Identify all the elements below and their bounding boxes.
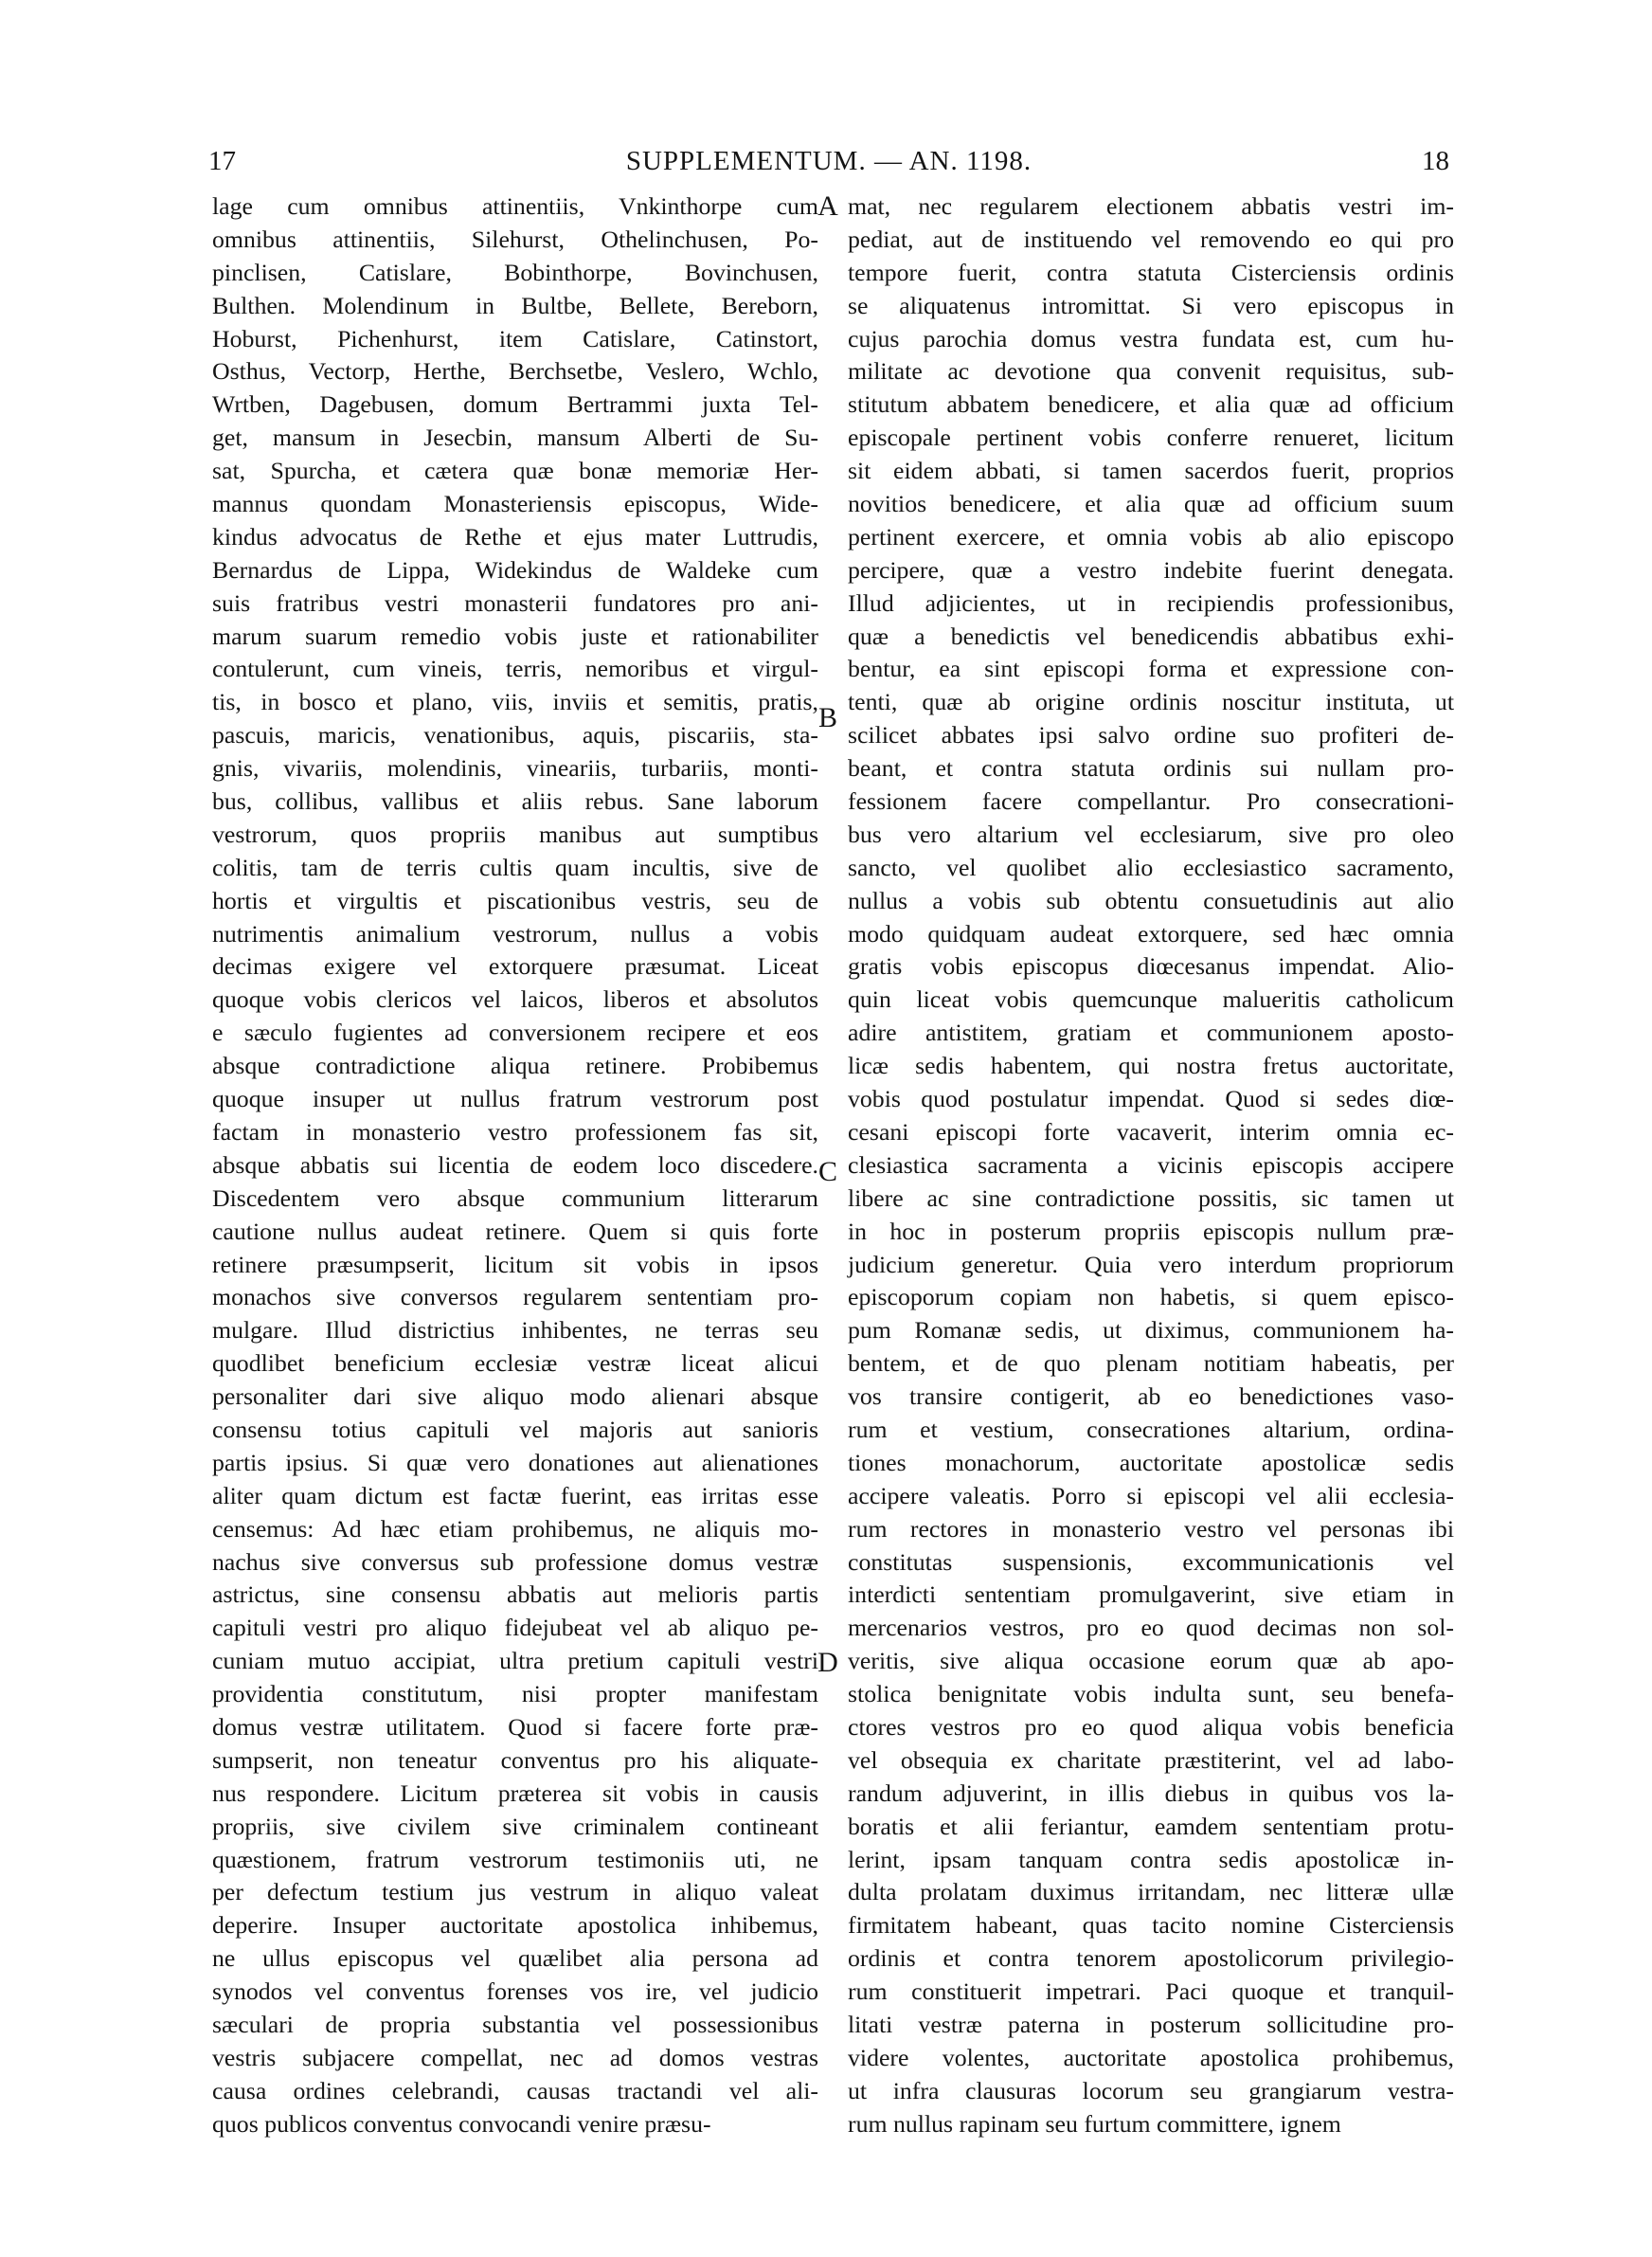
right-column-line: episcoporum copiam non habetis, si quem episco- <box>848 1283 1454 1311</box>
right-column-line: modo quidquam audeat extorquere, sed hæc omnia <box>848 919 1454 948</box>
left-column-line: personaliter dari sive aliquo modo alienari absque <box>212 1382 818 1411</box>
left-column-line: providentia constitutum, nisi propter manifestam <box>212 1680 818 1708</box>
right-column-line: militate ac devotione qua convenit requisitus, sub- <box>848 357 1454 386</box>
left-column-line: vestrorum, quos propriis manibus aut sumptibus <box>212 820 818 848</box>
page-number-right: 18 <box>1422 146 1449 176</box>
left-column-line: Hoburst, Pichenhurst, item Catislare, Catinstort, <box>212 324 818 352</box>
left-column-line: quodlibet beneficium ecclesiæ vestræ liceat alicui <box>212 1349 818 1378</box>
right-column-line: bentem, et de quo plenam notitiam habeatis, per <box>848 1349 1454 1378</box>
right-column-line: constitutas suspensionis, excommunicationis vel <box>848 1547 1454 1576</box>
left-column-line: Bulthen. Molendinum in Bultbe, Bellete, Bereborn, <box>212 291 818 319</box>
left-column-line: e sæculo fugientes ad conversionem recipere et eos <box>212 1019 818 1047</box>
left-column-line: cuniam mutuo accipiat, ultra pretium capituli vestri <box>212 1647 818 1675</box>
left-column-line: monachos sive conversos regularem sententiam pro- <box>212 1283 818 1311</box>
page-number-left: 17 <box>208 146 236 176</box>
right-column-line: mat, nec regularem electionem abbatis vestri im- <box>848 192 1454 220</box>
left-column-line: quoque vobis clericos vel laicos, liberos et absolutos <box>212 985 818 1014</box>
left-column-line: omnibus attinentiis, Silehurst, Othelinchusen, Po- <box>212 225 818 253</box>
left-column-line: decimas exigere vel extorquere præsumat. Liceat <box>212 952 818 981</box>
right-column-line: accipere valeatis. Porro si episcopi vel alii ecclesia- <box>848 1481 1454 1509</box>
left-column-line: Wrtben, Dagebusen, domum Bertrammi juxta Tel- <box>212 390 818 419</box>
left-column-line: sæculari de propria substantia vel possessionibus <box>212 2010 818 2038</box>
left-column-line: suis fratribus vestri monasterii fundatores pro ani- <box>212 588 818 617</box>
margin-letter-d: D <box>817 1647 838 1678</box>
right-column-line: veritis, sive aliqua occasione eorum quæ ab apo- <box>848 1647 1454 1675</box>
right-column-line: rum et vestium, consecrationes altarium, ordina- <box>848 1415 1454 1443</box>
left-column-line: pinclisen, Catislare, Bobinthorpe, Bovinchusen, <box>212 258 818 286</box>
right-column-line: stitutum abbatem benedicere, et alia quæ ad officium <box>848 390 1454 419</box>
right-text-column <box>848 190 1454 2138</box>
right-column-line: bentur, ea sint episcopi forma et expressione con- <box>848 655 1454 683</box>
left-column-line: bus, collibus, vallibus et aliis rebus. Sane laborum <box>212 787 818 816</box>
left-column-line: vestris subjacere compellat, nec ad domos vestras <box>212 2043 818 2071</box>
left-column-line: factam in monasterio vestro professionem fas sit, <box>212 1117 818 1146</box>
left-column-line: hortis et virgultis et piscationibus vestris, seu de <box>212 886 818 914</box>
left-column-line: consensu totius capituli vel majoris aut sanioris <box>212 1415 818 1443</box>
right-column-line: dulta prolatam duximus irritandam, nec litteræ ullæ <box>848 1878 1454 1906</box>
left-column-line: cautione nullus audeat retinere. Quem si quis forte <box>212 1217 818 1245</box>
left-column-line: Osthus, Vectorp, Herthe, Berchsetbe, Veslero, Wchlo, <box>212 357 818 386</box>
left-column-line: propriis, sive civilem sive criminalem contineant <box>212 1812 818 1840</box>
right-column-line: libere ac sine contradictione possitis, sic tamen ut <box>848 1183 1454 1212</box>
left-column-line: synodos vel conventus forenses vos ire, vel judicio <box>212 1977 818 2006</box>
right-column-line: videre volentes, auctoritate apostolica prohibemus, <box>848 2043 1454 2071</box>
left-column-line: lage cum omnibus attinentiis, Vnkinthorpe cum <box>212 192 818 220</box>
margin-letter-a: A <box>817 190 838 222</box>
left-column-line: absque abbatis sui licentia de eodem loco discedere. <box>212 1150 818 1179</box>
right-column-line: stolica benignitate vobis indulta sunt, seu benefa- <box>848 1680 1454 1708</box>
left-column-line: quos publicos conventus convocandi venire præsu- <box>212 2109 711 2138</box>
right-column-line: litati vestræ paterna in posterum sollicitudine pro- <box>848 2010 1454 2038</box>
left-column-line: tis, in bosco et plano, viis, inviis et semitis, pratis, <box>212 688 818 716</box>
right-column-line: licæ sedis habentem, qui nostra fretus auctoritate, <box>848 1052 1454 1080</box>
right-column-line: cesani episcopi forte vacaverit, interim omnia ec- <box>848 1117 1454 1146</box>
right-column-line: vel obsequia ex charitate præstiterint, vel ad labo- <box>848 1745 1454 1774</box>
right-column-line: percipere, quæ a vestro indebite fuerint denegata. <box>848 555 1454 584</box>
right-column-line: ut infra clausuras locorum seu grangiarum vestra- <box>848 2076 1454 2104</box>
right-column-line: tiones monachorum, auctoritate apostolicæ sedis <box>848 1448 1454 1476</box>
right-column-line: novitios benedicere, et alia quæ ad officium suum <box>848 490 1454 518</box>
right-column-line: sancto, vel quolibet alio ecclesiastico sacramento, <box>848 853 1454 881</box>
left-column-line: absque contradictione aliqua retinere. Probibemus <box>212 1052 818 1080</box>
left-column-line: quoque insuper ut nullus fratrum vestrorum post <box>212 1085 818 1113</box>
left-column-line: sumpserit, non teneatur conventus pro his aliquate- <box>212 1745 818 1774</box>
margin-letter-b: B <box>817 702 837 733</box>
right-column-line: randum adjuverint, in illis diebus in quibus vos la- <box>848 1779 1454 1807</box>
left-column-line: censemus: Ad hæc etiam prohibemus, ne aliquis mo- <box>212 1514 818 1543</box>
left-column-line: quæstionem, fratrum vestrorum testimoniis uti, ne <box>212 1845 818 1873</box>
left-column-line: per defectum testium jus vestrum in aliquo valeat <box>212 1878 818 1906</box>
right-column-line: cujus parochia domus vestra fundata est, cum hu- <box>848 324 1454 352</box>
right-column-line: pertinent exercere, et omnia vobis ab alio episcopo <box>848 522 1454 551</box>
left-column-line: colitis, tam de terris cultis quam incultis, sive de <box>212 853 818 881</box>
left-column-line: mulgare. Illud districtius inhibentes, ne terras seu <box>212 1316 818 1345</box>
left-column-line: nus respondere. Licitum præterea sit vobis in causis <box>212 1779 818 1807</box>
left-column-line: kindus advocatus de Rethe et ejus mater Luttrudis, <box>212 522 818 551</box>
left-column-line: retinere præsumpserit, licitum sit vobis in ipsos <box>212 1250 818 1278</box>
left-column-line: partis ipsius. Si quæ vero donationes aut alienationes <box>212 1448 818 1476</box>
running-title: SUPPLEMENTUM. — AN. 1198. <box>625 146 1032 176</box>
right-column-line: tempore fuerit, contra statuta Cisterciensis ordinis <box>848 258 1454 286</box>
left-column-line: marum suarum remedio vobis juste et rationabiliter <box>212 622 818 650</box>
left-column-line: causa ordines celebrandi, causas tractandi vel ali- <box>212 2076 818 2104</box>
left-column-line: mannus quondam Monasteriensis episcopus, Wide- <box>212 490 818 518</box>
right-column-line: nullus a vobis sub obtentu consuetudinis aut alio <box>848 886 1454 914</box>
right-column-line: gratis vobis episcopus diœcesanus impendat. Alio- <box>848 952 1454 981</box>
right-column-line: episcopale pertinent vobis conferre renueret, licitum <box>848 424 1454 452</box>
right-column-line: pum Romanæ sedis, ut diximus, communionem ha- <box>848 1316 1454 1345</box>
right-column-line: bus vero altarium vel ecclesiarum, sive pro oleo <box>848 820 1454 848</box>
left-column-line: nutrimentis animalium vestrorum, nullus a vobis <box>212 919 818 948</box>
right-column-line: rum nullus rapinam seu furtum committere, ignem <box>848 2109 1341 2138</box>
left-text-column <box>212 190 818 2138</box>
right-column-line: quin liceat vobis quemcunque malueritis catholicum <box>848 985 1454 1014</box>
right-column-line: lerint, ipsam tanquam contra sedis apostolicæ in- <box>848 1845 1454 1873</box>
margin-letter-c: C <box>817 1156 837 1187</box>
left-column-line: sat, Spurcha, et cætera quæ bonæ memoriæ Her- <box>212 457 818 485</box>
right-column-line: Illud adjicientes, ut in recipiendis professionibus, <box>848 588 1454 617</box>
right-column-line: adire antistitem, gratiam et communionem aposto- <box>848 1019 1454 1047</box>
right-column-line: ctores vestros pro eo quod aliqua vobis beneficia <box>848 1712 1454 1741</box>
right-column-line: fessionem facere compellantur. Pro consecrationi- <box>848 787 1454 816</box>
left-column-line: contulerunt, cum vineis, terris, nemoribus et virgul- <box>212 655 818 683</box>
right-column-line: firmitatem habeant, quas tacito nomine Cisterciensis <box>848 1911 1454 1940</box>
left-column-line: ne ullus episcopus vel quælibet alia persona ad <box>212 1944 818 1973</box>
page-header <box>208 142 1449 180</box>
left-column-line: Bernardus de Lippa, Widekindus de Waldeke cum <box>212 555 818 584</box>
left-column-line: capituli vestri pro aliquo fidejubeat vel ab aliquo pe- <box>212 1614 818 1642</box>
right-column-line: boratis et alii feriantur, eamdem sententiam protu- <box>848 1812 1454 1840</box>
right-column-line: se aliquatenus intromittat. Si vero episcopus in <box>848 291 1454 319</box>
left-column-line: aliter quam dictum est factæ fuerint, eas irritas esse <box>212 1481 818 1509</box>
right-column-line: tenti, quæ ab origine ordinis noscitur instituta, ut <box>848 688 1454 716</box>
right-column-line: rum rectores in monasterio vestro vel personas ibi <box>848 1514 1454 1543</box>
right-column-line: vobis quod postulatur impendat. Quod si sedes diœ- <box>848 1085 1454 1113</box>
right-column-line: in hoc in posterum propriis episcopis nullum præ- <box>848 1217 1454 1245</box>
right-column-line: clesiastica sacramenta a vicinis episcopis accipere <box>848 1150 1454 1179</box>
right-column-line: vos transire contigerit, ab eo benedictiones vaso- <box>848 1382 1454 1411</box>
left-column-line: Discedentem vero absque communium litterarum <box>212 1183 818 1212</box>
right-column-line: beant, et contra statuta ordinis sui nullam pro- <box>848 754 1454 783</box>
left-column-line: deperire. Insuper auctoritate apostolica inhibemus, <box>212 1911 818 1940</box>
right-column-line: rum constituerit impetrari. Paci quoque et tranquil- <box>848 1977 1454 2006</box>
left-column-line: astrictus, sine consensu abbatis aut melioris partis <box>212 1580 818 1609</box>
left-column-line: gnis, vivariis, molendinis, vineariis, turbariis, monti- <box>212 754 818 783</box>
left-column-line: nachus sive conversus sub professione domus vestræ <box>212 1547 818 1576</box>
right-column-line: mercenarios vestros, pro eo quod decimas non sol- <box>848 1614 1454 1642</box>
right-column-line: interdicti sententiam promulgaverint, sive etiam in <box>848 1580 1454 1609</box>
right-column-line: pediat, aut de instituendo vel removendo eo qui pro <box>848 225 1454 253</box>
right-column-line: scilicet abbates ipsi salvo ordine suo profiteri de- <box>848 721 1454 749</box>
right-column-line: judicium generetur. Quia vero interdum propriorum <box>848 1250 1454 1278</box>
left-column-line: pascuis, maricis, venationibus, aquis, piscariis, sta- <box>212 721 818 749</box>
right-column-line: sit eidem abbati, si tamen sacerdos fuerit, proprios <box>848 457 1454 485</box>
right-column-line: quæ a benedictis vel benedicendis abbatibus exhi- <box>848 622 1454 650</box>
left-column-line: domus vestræ utilitatem. Quod si facere forte præ- <box>212 1712 818 1741</box>
right-column-line: ordinis et contra tenorem apostolicorum privilegio- <box>848 1944 1454 1973</box>
left-column-line: get, mansum in Jesecbin, mansum Alberti de Su- <box>212 424 818 452</box>
